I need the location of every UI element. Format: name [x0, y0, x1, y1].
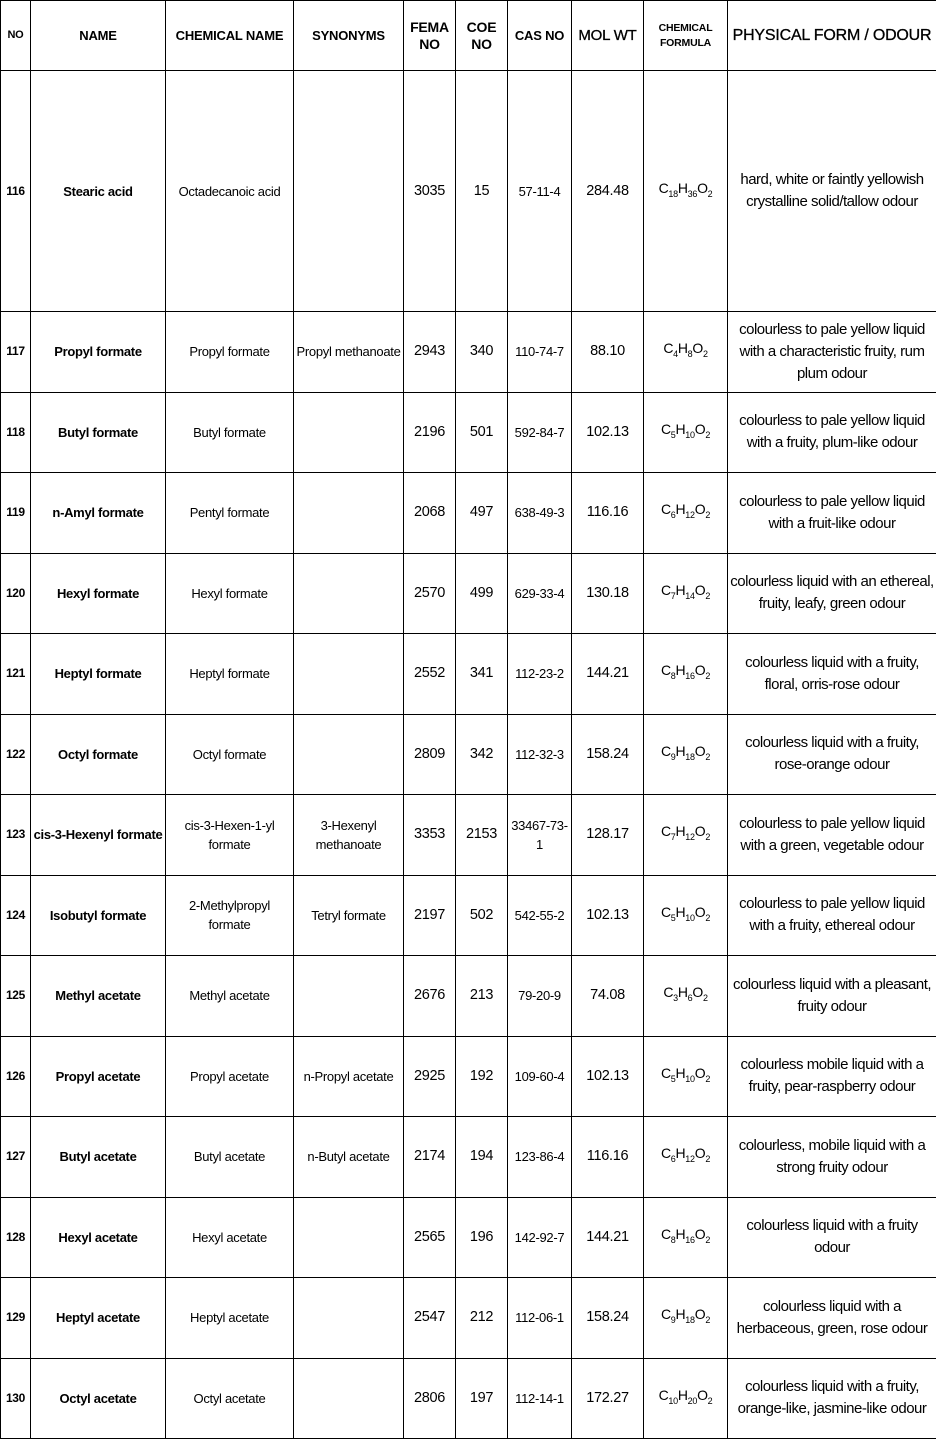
- cell-physical-form: colourless liquid with a herbaceous, green, rose odour: [728, 1278, 936, 1359]
- cell-fema-no: 3353: [404, 795, 456, 876]
- cell-chemical-formula: $C_8H_{16}O_2$: [644, 1197, 728, 1278]
- cell-physical-form: colourless to pale yellow liquid with a green, vegetable odour: [728, 795, 936, 876]
- cell-no: 118: [1, 392, 31, 473]
- cell-physical-form: hard, white or faintly yellowish crystalline solid/tallow odour: [728, 71, 936, 312]
- table-row: [1, 1036, 936, 1117]
- cell-mol-wt: 102.13: [572, 1036, 644, 1117]
- cell-no: 125: [1, 956, 31, 1037]
- header-name: NAME: [31, 1, 166, 71]
- cell-cas-no: 142-92-7: [508, 1197, 572, 1278]
- cell-synonyms: 3-Hexenyl methanoate: [294, 795, 404, 876]
- table-row: [1, 392, 936, 473]
- table-row: [1, 1358, 936, 1439]
- cell-chemical-formula: $C_6H_{12}O_2$: [644, 473, 728, 554]
- cell-no: 122: [1, 714, 31, 795]
- cell-no: 116: [1, 71, 31, 312]
- cell-name: Propyl formate: [31, 312, 166, 393]
- table-row: [1, 1197, 936, 1278]
- cell-fema-no: 2806: [404, 1358, 456, 1439]
- cell-no: 130: [1, 1358, 31, 1439]
- cell-physical-form: colourless to pale yellow liquid with a fruit-like odour: [728, 473, 936, 554]
- cell-chemical-name: Heptyl formate: [166, 634, 294, 715]
- cell-mol-wt: 128.17: [572, 795, 644, 876]
- cell-chemical-formula: $C_3H_6O_2$: [644, 956, 728, 1037]
- cell-mol-wt: 158.24: [572, 1278, 644, 1359]
- cell-no: 129: [1, 1278, 31, 1359]
- table-row: [1, 795, 936, 876]
- cell-name: Stearic acid: [31, 71, 166, 312]
- cell-synonyms: [294, 473, 404, 554]
- cell-no: 119: [1, 473, 31, 554]
- cell-fema-no: 2197: [404, 875, 456, 956]
- cell-no: 127: [1, 1117, 31, 1198]
- cell-cas-no: 638-49-3: [508, 473, 572, 554]
- cell-fema-no: 2925: [404, 1036, 456, 1117]
- cell-coe-no: 196: [456, 1197, 508, 1278]
- cell-name: Isobutyl formate: [31, 875, 166, 956]
- cell-fema-no: 2943: [404, 312, 456, 393]
- cell-cas-no: 109-60-4: [508, 1036, 572, 1117]
- table-row: [1, 1117, 936, 1198]
- cell-fema-no: 2196: [404, 392, 456, 473]
- cell-synonyms: [294, 1278, 404, 1359]
- cell-cas-no: 112-23-2: [508, 634, 572, 715]
- cell-coe-no: 2153: [456, 795, 508, 876]
- header-chemical-name: CHEMICAL NAME: [166, 1, 294, 71]
- cell-name: Butyl formate: [31, 392, 166, 473]
- cell-chemical-formula: $C_6H_{12}O_2$: [644, 1117, 728, 1198]
- cell-mol-wt: 130.18: [572, 553, 644, 634]
- cell-mol-wt: 88.10: [572, 312, 644, 393]
- cell-coe-no: 341: [456, 634, 508, 715]
- cell-chemical-formula: $C_5H_{10}O_2$: [644, 1036, 728, 1117]
- cell-chemical-name: Propyl formate: [166, 312, 294, 393]
- cell-name: Octyl formate: [31, 714, 166, 795]
- cell-physical-form: colourless liquid with a fruity, rose-orange odour: [728, 714, 936, 795]
- cell-physical-form: colourless liquid with a fruity odour: [728, 1197, 936, 1278]
- cell-synonyms: [294, 634, 404, 715]
- cell-chemical-name: Octadecanoic acid: [166, 71, 294, 312]
- table-row: [1, 473, 936, 554]
- cell-mol-wt: 116.16: [572, 1117, 644, 1198]
- cell-coe-no: 502: [456, 875, 508, 956]
- cell-synonyms: n-Butyl acetate: [294, 1117, 404, 1198]
- cell-name: Hexyl acetate: [31, 1197, 166, 1278]
- header-mol-wt: MOL WT: [572, 1, 644, 71]
- cell-physical-form: colourless liquid with a pleasant, fruity odour: [728, 956, 936, 1037]
- cell-mol-wt: 102.13: [572, 392, 644, 473]
- cell-cas-no: 542-55-2: [508, 875, 572, 956]
- cell-no: 124: [1, 875, 31, 956]
- cell-chemical-name: Methyl acetate: [166, 956, 294, 1037]
- cell-cas-no: 112-06-1: [508, 1278, 572, 1359]
- cell-chemical-formula: $C_9H_{18}O_2$: [644, 714, 728, 795]
- cell-physical-form: colourless liquid with a fruity, orange-like, jasmine-like odour: [728, 1358, 936, 1439]
- cell-synonyms: [294, 392, 404, 473]
- cell-name: cis-3-Hexenyl formate: [31, 795, 166, 876]
- cell-cas-no: 123-86-4: [508, 1117, 572, 1198]
- cell-synonyms: [294, 71, 404, 312]
- table-row: [1, 71, 936, 312]
- cell-coe-no: 340: [456, 312, 508, 393]
- cell-fema-no: 2809: [404, 714, 456, 795]
- header-coe-no: COE NO: [456, 1, 508, 71]
- cell-fema-no: 2552: [404, 634, 456, 715]
- cell-synonyms: n-Propyl acetate: [294, 1036, 404, 1117]
- cell-fema-no: 2570: [404, 553, 456, 634]
- cell-name: Propyl acetate: [31, 1036, 166, 1117]
- table-row: [1, 634, 936, 715]
- cell-chemical-formula: $C_5H_{10}O_2$: [644, 875, 728, 956]
- cell-chemical-formula: $C_7H_{12}O_2$: [644, 795, 728, 876]
- cell-physical-form: colourless liquid with a fruity, floral, orris-rose odour: [728, 634, 936, 715]
- table-body: [1, 71, 936, 1439]
- cell-coe-no: 499: [456, 553, 508, 634]
- table-row: [1, 1278, 936, 1359]
- cell-fema-no: 2565: [404, 1197, 456, 1278]
- cell-coe-no: 497: [456, 473, 508, 554]
- cell-name: Heptyl acetate: [31, 1278, 166, 1359]
- cell-chemical-formula: $C_7H_{14}O_2$: [644, 553, 728, 634]
- cell-coe-no: 213: [456, 956, 508, 1037]
- table-row: [1, 956, 936, 1037]
- cell-synonyms: [294, 714, 404, 795]
- cell-no: 123: [1, 795, 31, 876]
- cell-mol-wt: 158.24: [572, 714, 644, 795]
- cell-chemical-name: 2-Methylpropyl formate: [166, 875, 294, 956]
- cell-coe-no: 194: [456, 1117, 508, 1198]
- table-row: [1, 312, 936, 393]
- cell-no: 117: [1, 312, 31, 393]
- cell-cas-no: 112-32-3: [508, 714, 572, 795]
- table-row: [1, 714, 936, 795]
- cell-cas-no: 592-84-7: [508, 392, 572, 473]
- cell-physical-form: colourless mobile liquid with a fruity, pear-raspberry odour: [728, 1036, 936, 1117]
- cell-physical-form: colourless to pale yellow liquid with a fruity, ethereal odour: [728, 875, 936, 956]
- cell-physical-form: colourless liquid with an ethereal, fruity, leafy, green odour: [728, 553, 936, 634]
- cell-no: 128: [1, 1197, 31, 1278]
- cell-fema-no: 3035: [404, 71, 456, 312]
- cell-cas-no: 629-33-4: [508, 553, 572, 634]
- cell-chemical-name: Hexyl acetate: [166, 1197, 294, 1278]
- cell-fema-no: 2068: [404, 473, 456, 554]
- cell-mol-wt: 172.27: [572, 1358, 644, 1439]
- cell-chemical-name: Octyl formate: [166, 714, 294, 795]
- cell-mol-wt: 284.48: [572, 71, 644, 312]
- cell-chemical-formula: $C_4H_8O_2$: [644, 312, 728, 393]
- cell-name: Octyl acetate: [31, 1358, 166, 1439]
- cell-physical-form: colourless to pale yellow liquid with a characteristic fruity, rum plum odour: [728, 312, 936, 393]
- cell-cas-no: 79-20-9: [508, 956, 572, 1037]
- cell-mol-wt: 102.13: [572, 875, 644, 956]
- cell-coe-no: 197: [456, 1358, 508, 1439]
- cell-synonyms: [294, 1197, 404, 1278]
- header-cas-no: CAS NO: [508, 1, 572, 71]
- cell-chemical-formula: $C_{10}H_{20}O_2$: [644, 1358, 728, 1439]
- cell-mol-wt: 116.16: [572, 473, 644, 554]
- cell-chemical-name: Heptyl acetate: [166, 1278, 294, 1359]
- cell-synonyms: [294, 956, 404, 1037]
- header-fema-no: FEMA NO: [404, 1, 456, 71]
- cell-chemical-name: Hexyl formate: [166, 553, 294, 634]
- cell-chemical-name: Octyl acetate: [166, 1358, 294, 1439]
- cell-synonyms: [294, 1358, 404, 1439]
- cell-name: n-Amyl formate: [31, 473, 166, 554]
- cell-synonyms: Tetryl formate: [294, 875, 404, 956]
- header-physical-form: PHYSICAL FORM / ODOUR: [728, 1, 936, 71]
- cell-coe-no: 212: [456, 1278, 508, 1359]
- table-row: [1, 553, 936, 634]
- cell-no: 121: [1, 634, 31, 715]
- cell-mol-wt: 144.21: [572, 634, 644, 715]
- cell-coe-no: 192: [456, 1036, 508, 1117]
- header-chemical-formula: CHEMICAL FORMULA: [644, 1, 728, 71]
- cell-physical-form: colourless, mobile liquid with a strong fruity odour: [728, 1117, 936, 1198]
- cell-chemical-name: cis-3-Hexen-1-yl formate: [166, 795, 294, 876]
- cell-cas-no: 110-74-7: [508, 312, 572, 393]
- cell-physical-form: colourless to pale yellow liquid with a fruity, plum-like odour: [728, 392, 936, 473]
- cell-name: Butyl acetate: [31, 1117, 166, 1198]
- cell-mol-wt: 74.08: [572, 956, 644, 1037]
- cell-fema-no: 2547: [404, 1278, 456, 1359]
- cell-chemical-formula: $C_8H_{16}O_2$: [644, 634, 728, 715]
- cell-chemical-formula: $C_9H_{18}O_2$: [644, 1278, 728, 1359]
- cell-name: Heptyl formate: [31, 634, 166, 715]
- header-no: NO: [1, 1, 31, 71]
- cell-mol-wt: 144.21: [572, 1197, 644, 1278]
- cell-name: Methyl acetate: [31, 956, 166, 1037]
- cell-cas-no: 57-11-4: [508, 71, 572, 312]
- cell-no: 126: [1, 1036, 31, 1117]
- header-synonyms: SYNONYMS: [294, 1, 404, 71]
- cell-no: 120: [1, 553, 31, 634]
- cell-chemical-formula: $C_5H_{10}O_2$: [644, 392, 728, 473]
- cell-coe-no: 342: [456, 714, 508, 795]
- cell-synonyms: Propyl methanoate: [294, 312, 404, 393]
- cell-coe-no: 15: [456, 71, 508, 312]
- cell-chemical-name: Butyl formate: [166, 392, 294, 473]
- table-row: [1, 875, 936, 956]
- cell-chemical-formula: $C_{18}H_{36}O_2$: [644, 71, 728, 312]
- cell-chemical-name: Propyl acetate: [166, 1036, 294, 1117]
- cell-chemical-name: Pentyl formate: [166, 473, 294, 554]
- cell-coe-no: 501: [456, 392, 508, 473]
- cell-fema-no: 2676: [404, 956, 456, 1037]
- cell-cas-no: 33467-73-1: [508, 795, 572, 876]
- cell-synonyms: [294, 553, 404, 634]
- header-row: [1, 1, 936, 71]
- cell-cas-no: 112-14-1: [508, 1358, 572, 1439]
- cell-chemical-name: Butyl acetate: [166, 1117, 294, 1198]
- cell-name: Hexyl formate: [31, 553, 166, 634]
- cell-fema-no: 2174: [404, 1117, 456, 1198]
